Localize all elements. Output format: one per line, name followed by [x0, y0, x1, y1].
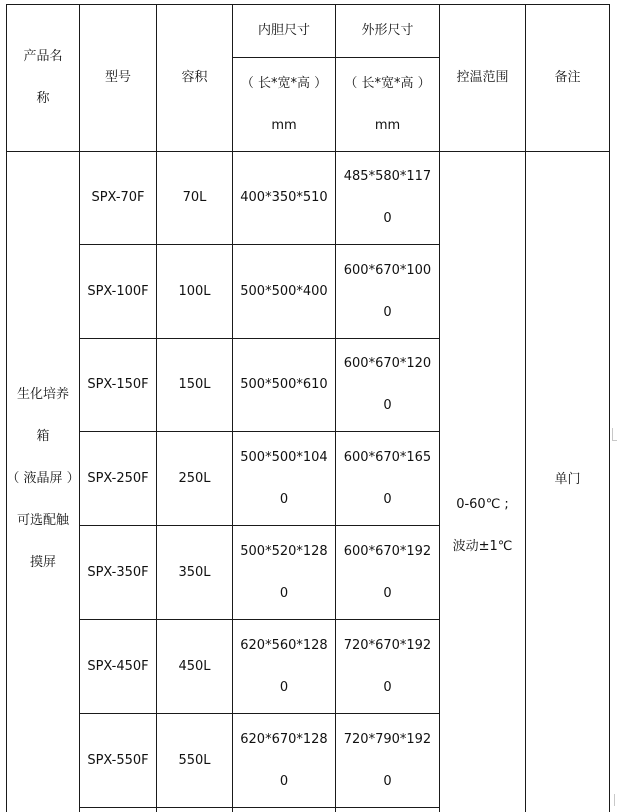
inner-size-cell: [233, 339, 335, 431]
inner-size-cell-text: 0: [279, 491, 289, 507]
volume-cell-text: 70L: [182, 190, 207, 205]
header-text: mm: [374, 117, 401, 133]
outer-size-cell-text: 0: [383, 585, 392, 601]
temp-range-text: 0-60℃ ;: [456, 497, 509, 512]
inner-size-cell: [233, 432, 335, 525]
rule: [79, 807, 440, 808]
inner-size-cell-text: 620*560*128: [240, 637, 328, 653]
product-name-text: （ 液晶屏 ）: [6, 471, 80, 486]
header-remarks: [526, 5, 609, 151]
inner-size-cell-text: 500*500*610: [240, 377, 328, 392]
header-outer-unit: [336, 58, 439, 151]
model-cell-text: SPX-70F: [91, 190, 145, 205]
model-cell: [80, 432, 156, 525]
header-inner-unit: [233, 58, 335, 151]
model-cell-text: SPX-150F: [87, 377, 149, 392]
outer-size-cell-text: 600*670*192: [343, 543, 432, 559]
outer-size-cell-text: 485*580*117: [343, 169, 432, 184]
model-cell: [80, 152, 156, 244]
outer-size-cell: [336, 339, 439, 431]
outer-size-cell-text: 0: [383, 304, 392, 320]
header-model: [80, 5, 156, 151]
inner-size-cell: [233, 714, 335, 807]
header-text: 控温范围: [456, 70, 509, 85]
outer-size-cell-text: 0: [383, 398, 392, 413]
outer-size-cell-text: 720*790*192: [343, 731, 432, 747]
volume-cell-text: 100L: [178, 283, 211, 299]
header-inner-size: [233, 5, 335, 57]
page-edge-mark: [612, 440, 617, 441]
remarks-text: 单门: [554, 472, 581, 487]
outer-size-cell: [336, 152, 439, 244]
volume-cell: [157, 152, 232, 244]
model-cell-text: SPX-550F: [87, 752, 149, 768]
model-cell: [80, 620, 156, 713]
volume-cell: [157, 339, 232, 431]
volume-cell: [157, 714, 232, 807]
volume-cell-text: 250L: [178, 470, 211, 486]
header-text: （ 长*宽*高 ）: [344, 75, 431, 91]
inner-size-cell-text: 0: [279, 679, 289, 695]
model-cell-text: SPX-350F: [87, 564, 149, 580]
header-text: 内胆尺寸: [257, 23, 310, 38]
rule: [609, 4, 610, 812]
product-name-text: 生化培养: [16, 387, 69, 402]
outer-size-cell: [336, 432, 439, 525]
model-cell-text: SPX-100F: [87, 283, 149, 299]
outer-size-cell-text: 600*670*100: [343, 262, 432, 278]
outer-size-cell-text: 0: [383, 211, 392, 226]
outer-size-cell-text: 600*670*165: [343, 449, 432, 465]
model-cell-text: SPX-450F: [87, 658, 149, 674]
inner-size-cell-text: 400*350*510: [240, 190, 328, 205]
model-cell: [80, 339, 156, 431]
outer-size-cell: [336, 714, 439, 807]
header-volume: [157, 5, 232, 151]
volume-cell-text: 450L: [178, 658, 211, 674]
header-text: mm: [271, 117, 297, 133]
header-text: 容积: [181, 70, 208, 85]
header-text: 称: [36, 91, 50, 106]
volume-cell: [157, 432, 232, 525]
product-name-cell: [7, 347, 79, 611]
product-name-text: 可选配触: [16, 513, 69, 528]
page-edge-mark: [612, 428, 613, 440]
header-text: 外形尺寸: [361, 23, 414, 38]
temp-range-text: 波动±1℃: [452, 539, 513, 554]
inner-size-cell: [233, 152, 335, 244]
inner-size-cell-text: 500*500*400: [240, 283, 328, 299]
model-cell: [80, 714, 156, 807]
header-text: （ 长*宽*高 ）: [240, 75, 328, 91]
page-edge-mark: [614, 794, 615, 806]
volume-cell: [157, 620, 232, 713]
volume-cell: [157, 526, 232, 619]
inner-size-cell-text: 500*500*104: [240, 449, 328, 465]
outer-size-cell-text: 720*670*192: [343, 637, 432, 653]
volume-cell: [157, 245, 232, 338]
product-name-text: 箱: [36, 429, 50, 444]
header-text: 产品名: [23, 49, 63, 64]
inner-size-cell-text: 620*670*128: [240, 731, 328, 747]
product-name-text: 摸屏: [29, 555, 56, 570]
temp-range-cell: [440, 484, 525, 568]
header-text: 备注: [554, 70, 581, 85]
outer-size-cell: [336, 620, 439, 713]
header-product-name: [7, 5, 79, 151]
inner-size-cell-text: 500*520*128: [240, 543, 328, 559]
inner-size-cell: [233, 245, 335, 338]
inner-size-cell-text: 0: [279, 585, 289, 601]
outer-size-cell: [336, 245, 439, 338]
model-cell: [80, 245, 156, 338]
volume-cell-text: 350L: [178, 564, 211, 580]
header-outer-size: [336, 5, 439, 57]
model-cell-text: SPX-250F: [87, 470, 149, 486]
volume-cell-text: 150L: [178, 377, 211, 392]
header-temp-range: [440, 5, 525, 151]
remarks-cell: [526, 459, 609, 501]
inner-size-cell: [233, 620, 335, 713]
outer-size-cell-text: 0: [383, 491, 392, 507]
volume-cell-text: 550L: [178, 752, 211, 768]
outer-size-cell-text: 0: [383, 773, 392, 789]
header-text: 型号: [104, 70, 131, 85]
outer-size-cell: [336, 526, 439, 619]
outer-size-cell-text: 0: [383, 679, 392, 695]
inner-size-cell: [233, 526, 335, 619]
outer-size-cell-text: 600*670*120: [343, 356, 432, 371]
model-cell: [80, 526, 156, 619]
inner-size-cell-text: 0: [279, 773, 289, 789]
